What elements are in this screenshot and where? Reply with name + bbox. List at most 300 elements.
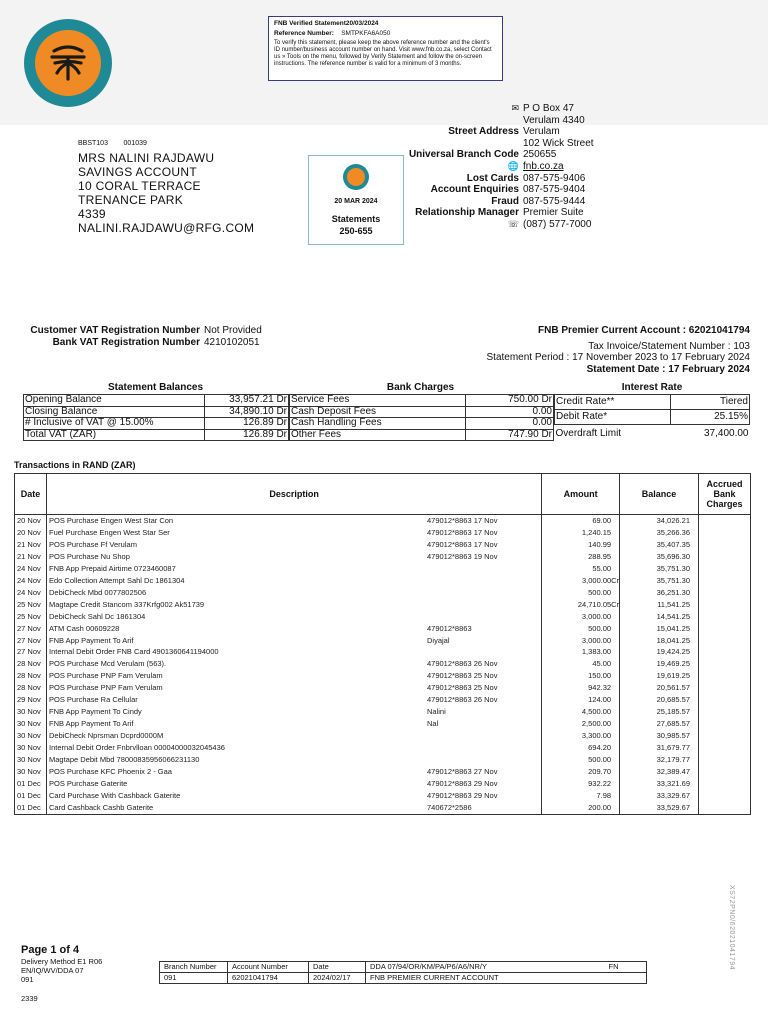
branch-info-label xyxy=(380,115,523,127)
stamp-logo-icon xyxy=(343,164,369,190)
interest-row-value: 25.15% xyxy=(670,410,750,425)
transaction-description-text: DebiCheck Mbd 0077802506 xyxy=(48,587,147,597)
branch-info-value: 087-575-9404 xyxy=(523,184,586,196)
address-line: 10 CORAL TERRACE xyxy=(78,179,201,193)
transaction-row xyxy=(15,658,751,670)
transaction-reference: 479012*8863 26 Nov xyxy=(426,695,498,705)
charge-row xyxy=(290,429,554,441)
transaction-reference: 479012*8863 xyxy=(426,623,472,633)
transaction-amount: 1,240.15 xyxy=(542,527,620,539)
footer-table xyxy=(159,961,647,984)
transaction-balance: 35,696.30 xyxy=(620,551,699,563)
transaction-accrued-charges xyxy=(699,718,751,730)
transaction-accrued-charges xyxy=(699,670,751,682)
transaction-amount: 7.98 xyxy=(542,790,620,802)
transaction-row xyxy=(15,766,751,778)
transaction-reference: 479012*8863 25 Nov xyxy=(426,683,498,693)
verification-title: FNB Verified Statement xyxy=(274,20,346,27)
interest-row-value: Tiered xyxy=(670,395,750,410)
transaction-row xyxy=(15,575,751,587)
branch-info-value: (087) 577-7000 xyxy=(523,218,592,230)
transaction-date: 30 Nov xyxy=(15,730,47,742)
transaction-description xyxy=(46,694,541,706)
transaction-amount: 694.20 xyxy=(542,742,620,754)
branch-info-row xyxy=(380,207,594,219)
transaction-amount: 4,500.00 xyxy=(542,706,620,718)
transaction-balance: 32,389.47 xyxy=(620,766,699,778)
balances-table xyxy=(23,394,289,441)
transaction-accrued-charges xyxy=(699,694,751,706)
interest-row-label: Debit Rate* xyxy=(555,410,671,425)
footer-header-cell: FN xyxy=(605,962,647,973)
transaction-description xyxy=(46,754,541,766)
balance-row-value: 126.89 Dr xyxy=(205,429,289,441)
transaction-accrued-charges xyxy=(699,742,751,754)
transaction-amount: 45.00 xyxy=(542,658,620,670)
customer-email: NALINI.RAJDAWU@RFG.COM xyxy=(78,221,255,235)
transaction-row xyxy=(15,563,751,575)
address-line: SAVINGS ACCOUNT xyxy=(78,165,197,179)
transaction-accrued-charges xyxy=(699,706,751,718)
transaction-row xyxy=(15,623,751,635)
transaction-date: 24 Nov xyxy=(15,587,47,599)
interest-row xyxy=(555,425,750,441)
transaction-amount: 55.00 xyxy=(542,563,620,575)
address-line: 4339 xyxy=(78,207,106,221)
transaction-balance: 35,266.36 xyxy=(620,527,699,539)
transaction-description xyxy=(46,658,541,670)
branch-info-value: Verulam 4340 xyxy=(523,114,585,126)
transaction-description-text: FNB App Payment To Cindy xyxy=(48,707,142,717)
transaction-balance: 19,469.25 xyxy=(620,658,699,670)
transaction-description xyxy=(46,742,541,754)
branch-info-label: Fraud xyxy=(491,195,519,207)
balances-title: Statement Balances xyxy=(107,382,204,393)
transaction-description-text: Magtape Credit Stancom 337Krfg002 Ak51739 xyxy=(48,599,205,609)
transaction-amount: 69.00 xyxy=(542,515,620,527)
transaction-amount: 24,710.05Cr xyxy=(542,599,620,611)
charge-row-value: 0.00 xyxy=(465,406,553,418)
delivery-method: Delivery Method E1 R06 xyxy=(21,957,103,966)
transaction-amount: 942.32 xyxy=(542,682,620,694)
transaction-accrued-charges xyxy=(699,551,751,563)
transaction-accrued-charges xyxy=(699,527,751,539)
transaction-accrued-charges xyxy=(699,611,751,623)
transaction-row xyxy=(15,778,751,790)
transaction-description-text: POS Purchase PNP Fam Verulam xyxy=(48,671,163,681)
transaction-date: 27 Nov xyxy=(15,635,47,647)
footer-header-cell: Account Number xyxy=(228,962,309,973)
transaction-description xyxy=(46,515,541,527)
footer-header-cell: Branch Number xyxy=(160,962,228,973)
transaction-description-text: Internal Debit Order Fnbrvlloan 00004000032045436 xyxy=(48,743,225,753)
balance-header: Balance xyxy=(620,474,699,515)
branch-info-row xyxy=(380,138,594,150)
charge-row-value: 750.00 Dr xyxy=(465,395,553,407)
tax-invoice: Tax Invoice/Statement Number : 103 xyxy=(588,340,750,352)
transaction-amount: 200.00 xyxy=(542,802,620,814)
transaction-accrued-charges xyxy=(699,778,751,790)
transaction-accrued-charges xyxy=(699,658,751,670)
transaction-row xyxy=(15,706,751,718)
transaction-description-text: POS Purchase Gaterite xyxy=(48,778,128,788)
transaction-balance: 36,251.30 xyxy=(620,587,699,599)
balance-row xyxy=(24,429,289,441)
transaction-date: 01 Dec xyxy=(15,790,47,802)
transaction-accrued-charges xyxy=(699,754,751,766)
transaction-row xyxy=(15,802,751,814)
transaction-balance: 30,985.57 xyxy=(620,730,699,742)
transaction-description-text: Card Purchase With Cashback Gaterite xyxy=(48,790,181,800)
transaction-description xyxy=(46,635,541,647)
transaction-reference: 479012*8863 17 Nov xyxy=(426,516,498,525)
transaction-row xyxy=(15,718,751,730)
charge-row-value: 747.90 Dr xyxy=(465,429,553,441)
tree-icon xyxy=(38,33,98,93)
transaction-accrued-charges xyxy=(699,682,751,694)
transaction-balance: 35,751.30 xyxy=(620,575,699,587)
transaction-date: 30 Nov xyxy=(15,706,47,718)
transaction-description-text: DebiCheck Nprsman Dcprd0000M xyxy=(48,731,164,741)
branch-info-value: Premier Suite xyxy=(523,207,584,219)
charges-table xyxy=(289,394,554,441)
transaction-date: 30 Nov xyxy=(15,766,47,778)
transaction-balance: 35,407.35 xyxy=(620,539,699,551)
interest-title: Interest Rate xyxy=(621,382,683,393)
transaction-description xyxy=(46,682,541,694)
transaction-balance: 19,424.25 xyxy=(620,646,699,658)
footer-header-cell: DDA 07/94/OR/KM/PA/P6/A6/NR/Y xyxy=(366,962,605,973)
transaction-description xyxy=(46,670,541,682)
transaction-accrued-charges xyxy=(699,623,751,635)
charge-row-label: Cash Deposit Fees xyxy=(290,406,466,418)
branch-info-row xyxy=(380,149,594,161)
address-line: MRS NALINI RAJDAWU xyxy=(78,151,215,165)
transaction-balance: 31,679.77 xyxy=(620,742,699,754)
transaction-reference: 479012*8863 29 Nov xyxy=(426,790,498,800)
statement-period: Statement Period : 17 November 2023 to 17 February 2024 xyxy=(486,352,750,364)
footer-codes: EN/IQ/WV/DDA 07 xyxy=(21,966,84,975)
branch-info-row xyxy=(380,196,594,208)
transaction-description-text: FNB App Payment To Arif xyxy=(48,635,134,645)
transaction-accrued-charges xyxy=(699,563,751,575)
footer-value-cell: FNB PREMIER CURRENT ACCOUNT xyxy=(366,973,605,984)
verification-date: 20/03/2024 xyxy=(345,20,379,27)
charge-row xyxy=(290,406,554,418)
branch-info-value: 102 Wick Street xyxy=(523,137,594,149)
transaction-description xyxy=(46,623,541,635)
transaction-amount: 3,000.00 xyxy=(542,611,620,623)
transaction-amount: 140.99 xyxy=(542,539,620,551)
transaction-row xyxy=(15,539,751,551)
charge-row-label: Cash Handling Fees xyxy=(290,418,466,430)
footer-value-cell xyxy=(605,973,647,984)
footer-value-cell: 091 xyxy=(160,973,228,984)
transaction-amount: 209.70 xyxy=(542,766,620,778)
date-header: Date xyxy=(15,474,47,515)
transaction-balance: 14,541.25 xyxy=(620,611,699,623)
statement-date: Statement Date : 17 February 2024 xyxy=(586,363,750,375)
transaction-date: 25 Nov xyxy=(15,611,47,623)
globe-icon: 🌐 xyxy=(507,160,519,171)
transaction-description xyxy=(46,527,541,539)
footer-header-cell: Date xyxy=(309,962,366,973)
transaction-balance: 33,321.69 xyxy=(620,778,699,790)
transaction-balance: 35,751.30 xyxy=(620,563,699,575)
balance-row xyxy=(24,395,289,407)
transaction-description xyxy=(46,611,541,623)
balance-row-value: 126.89 Dr xyxy=(205,418,289,430)
transaction-balance: 11,541.25 xyxy=(620,599,699,611)
balance-row-value: 34,890.10 Dr xyxy=(205,406,289,418)
verification-text: To verify this statement, please keep the above reference number and the client's ID number/business account number on hand. Visit www.fnb.co.za, select Contact us » Tools on the menu, followed by Verify Statement and follow the on-screen instructions. The reference number is valid for a minimum of 3 months. xyxy=(274,40,492,67)
branch-info-row xyxy=(380,126,594,138)
description-header: Description xyxy=(46,474,541,515)
transaction-description-text: FNB App Prepaid Airtime 0723460087 xyxy=(48,563,176,573)
transaction-date: 28 Nov xyxy=(15,658,47,670)
transaction-amount: 1,383.00 xyxy=(542,646,620,658)
stamp-label: Statements 250-655 xyxy=(331,214,381,236)
transaction-description xyxy=(46,599,541,611)
branch-info-label xyxy=(380,138,523,150)
balance-row-label: Total VAT (ZAR) xyxy=(24,429,205,441)
charge-row xyxy=(290,395,554,407)
transaction-date: 01 Dec xyxy=(15,778,47,790)
transaction-date: 25 Nov xyxy=(15,599,47,611)
transaction-accrued-charges xyxy=(699,790,751,802)
transaction-date: 20 Nov xyxy=(15,527,47,539)
transaction-description xyxy=(46,802,541,814)
branch-info-row xyxy=(380,115,594,127)
balance-row-value: 33,957.21 Dr xyxy=(205,395,289,407)
transaction-amount: 500.00 xyxy=(542,623,620,635)
transaction-accrued-charges xyxy=(699,587,751,599)
charge-row-value: 0.00 xyxy=(465,418,553,430)
transaction-description-text: POS Purchase KFC Phoenix 2 - Gaa xyxy=(48,767,172,777)
footer-num: 091 xyxy=(21,975,34,984)
amount-header: Amount xyxy=(542,474,620,515)
transaction-description xyxy=(46,646,541,658)
transaction-amount: 288.95 xyxy=(542,551,620,563)
branch-info-label: Street Address xyxy=(448,126,519,138)
branch-info-label: Relationship Manager xyxy=(415,207,519,219)
transactions-title: Transactions in RAND (ZAR) xyxy=(14,460,136,470)
bank-vat-value: 4210102051 xyxy=(204,337,260,348)
transaction-description-text: POS Purchase Ff Verulam xyxy=(48,539,137,549)
transaction-reference: 479012*8863 29 Nov xyxy=(426,778,498,788)
balance-row xyxy=(24,418,289,430)
transaction-description-text: Edo Collection Attempt Sahl Dc 1861304 xyxy=(48,575,185,585)
transaction-date: 01 Dec xyxy=(15,802,47,814)
transaction-balance: 25,185.57 xyxy=(620,706,699,718)
statement-summary xyxy=(23,382,751,441)
transaction-description-text: POS Purchase Engen West Star Con xyxy=(48,516,174,525)
branch-info-value[interactable]: fnb.co.za xyxy=(523,160,564,172)
balance-row-label: Closing Balance xyxy=(24,406,205,418)
transaction-accrued-charges xyxy=(699,635,751,647)
transaction-date: 28 Nov xyxy=(15,682,47,694)
transaction-amount: 500.00 xyxy=(542,587,620,599)
branch-info-row xyxy=(380,184,594,196)
transaction-description-text: POS Purchase Ra Cellular xyxy=(48,695,138,705)
transaction-row xyxy=(15,611,751,623)
transaction-description-text: POS Purchase Mcd Verulam (563). xyxy=(48,659,167,669)
interest-table xyxy=(554,394,750,441)
transaction-accrued-charges xyxy=(699,575,751,587)
transaction-accrued-charges xyxy=(699,766,751,778)
transaction-description xyxy=(46,551,541,563)
transaction-balance: 27,685.57 xyxy=(620,718,699,730)
transaction-row xyxy=(15,730,751,742)
customer-vat-value: Not Provided xyxy=(204,325,262,336)
transaction-description xyxy=(46,718,541,730)
balance-row-label: # Inclusive of VAT @ 15.00% xyxy=(24,418,205,430)
branch-info-row xyxy=(380,103,594,115)
fnb-logo xyxy=(24,19,112,107)
branch-info-value: P O Box 47 xyxy=(523,103,574,114)
transaction-row xyxy=(15,670,751,682)
branch-info-row xyxy=(380,161,594,173)
transaction-row xyxy=(15,635,751,647)
transaction-balance: 18,041.25 xyxy=(620,635,699,647)
interest-row-label: Overdraft Limit xyxy=(555,428,622,440)
transaction-row xyxy=(15,515,751,527)
transaction-row xyxy=(15,551,751,563)
verification-box xyxy=(268,16,503,81)
transaction-amount: 150.00 xyxy=(542,670,620,682)
branch-info-row xyxy=(380,173,594,185)
balance-row-label: Opening Balance xyxy=(24,395,205,407)
branch-info-value: Verulam xyxy=(523,126,560,138)
transaction-reference: Nalini xyxy=(426,707,446,717)
branch-info-value: 087-575-9444 xyxy=(523,195,586,207)
transaction-date: 30 Nov xyxy=(15,718,47,730)
transaction-date: 21 Nov xyxy=(15,539,47,551)
transaction-accrued-charges xyxy=(699,599,751,611)
branch-info-row xyxy=(380,219,594,231)
transaction-balance: 19,619.25 xyxy=(620,670,699,682)
charge-row xyxy=(290,418,554,430)
transaction-date: 27 Nov xyxy=(15,623,47,635)
transaction-accrued-charges xyxy=(699,802,751,814)
interest-row xyxy=(555,410,750,425)
transaction-amount: 932.22 xyxy=(542,778,620,790)
transaction-date: 27 Nov xyxy=(15,646,47,658)
transaction-description-text: POS Purchase Nu Shop xyxy=(48,551,130,561)
transaction-balance: 20,685.57 xyxy=(620,694,699,706)
transaction-reference: 479012*8863 26 Nov xyxy=(426,659,498,669)
mail-icon: ✉ xyxy=(511,103,519,113)
transaction-date: 28 Nov xyxy=(15,670,47,682)
branch-info-label: Lost Cards xyxy=(466,172,519,184)
transaction-accrued-charges xyxy=(699,730,751,742)
transaction-description-text: FNB App Payment To Arif xyxy=(48,719,134,729)
customer-codes: BBST103 001039 xyxy=(78,140,147,147)
vat-info xyxy=(14,325,262,349)
customer-address xyxy=(78,139,254,235)
transaction-reference: 479012*8863 17 Nov xyxy=(426,527,498,537)
footer-info xyxy=(21,944,102,984)
transaction-balance: 15,041.25 xyxy=(620,623,699,635)
transaction-balance: 33,529.67 xyxy=(620,802,699,814)
transaction-amount: 2,500.00 xyxy=(542,718,620,730)
transaction-row xyxy=(15,682,751,694)
reference-label: Reference Number: xyxy=(274,30,334,37)
transaction-description-text: Internal Debit Order FNB Card 4901360641194000 xyxy=(48,647,219,657)
charge-row-label: Service Fees xyxy=(290,395,466,407)
phone-icon: ☏ xyxy=(507,218,519,229)
transaction-description-text: Fuel Purchase Engen West Star Ser xyxy=(48,527,170,537)
transaction-description xyxy=(46,766,541,778)
transaction-row xyxy=(15,742,751,754)
transaction-description-text: Magtape Debit Mbd 78000835956066231130 xyxy=(48,755,200,765)
footer-value-cell: 2024/02/17 xyxy=(309,973,366,984)
accrued-charges-header: Accrued Bank Charges xyxy=(699,474,751,515)
branch-info-value: 087-575-9406 xyxy=(523,172,586,184)
account-title: FNB Premier Current Account : 62021041794 xyxy=(538,325,750,336)
transaction-reference: Nal xyxy=(426,719,439,729)
transaction-row xyxy=(15,790,751,802)
interest-row-value: 37,400.00 xyxy=(704,428,749,440)
transaction-description-text: Card Cashback Cashb Gaterite xyxy=(48,802,154,812)
account-info xyxy=(487,325,751,375)
balance-row xyxy=(24,406,289,418)
transaction-description xyxy=(46,587,541,599)
transaction-balance: 33,329.67 xyxy=(620,790,699,802)
transaction-date: 30 Nov xyxy=(15,754,47,766)
transaction-description xyxy=(46,706,541,718)
transaction-reference: 479012*8863 19 Nov xyxy=(426,551,498,561)
transaction-row xyxy=(15,599,751,611)
transaction-reference: 479012*8863 27 Nov xyxy=(426,767,498,777)
transaction-row xyxy=(15,754,751,766)
transaction-reference: Diyajal xyxy=(426,635,450,645)
page-number: Page 1 of 4 xyxy=(21,944,80,956)
transaction-row xyxy=(15,587,751,599)
transaction-accrued-charges xyxy=(699,515,751,527)
transaction-reference: 479012*8863 25 Nov xyxy=(426,671,498,681)
footer-value-cell: 62021041794 xyxy=(228,973,309,984)
transaction-row xyxy=(15,527,751,539)
transaction-accrued-charges xyxy=(699,539,751,551)
transaction-accrued-charges xyxy=(699,646,751,658)
transaction-description xyxy=(46,778,541,790)
transaction-description-text: ATM Cash 00609228 xyxy=(48,623,120,633)
transactions-table xyxy=(14,473,751,815)
charge-row-label: Other Fees xyxy=(290,429,466,441)
transaction-description-text: DebiCheck Sahl Dc 1861304 xyxy=(48,611,146,621)
transaction-description-text: POS Purchase PNP Fam Verulam xyxy=(48,683,163,693)
stamp-date: 20 MAR 2024 xyxy=(334,198,378,205)
transaction-description xyxy=(46,575,541,587)
transaction-date: 24 Nov xyxy=(15,575,47,587)
transaction-description xyxy=(46,790,541,802)
transaction-description xyxy=(46,730,541,742)
branch-info-label: Account Enquiries xyxy=(430,184,519,196)
branch-info xyxy=(380,103,594,231)
transaction-date: 29 Nov xyxy=(15,694,47,706)
transaction-amount: 124.00 xyxy=(542,694,620,706)
transaction-balance: 20,561.57 xyxy=(620,682,699,694)
transaction-date: 24 Nov xyxy=(15,563,47,575)
transaction-row xyxy=(15,694,751,706)
address-line: TRENANCE PARK xyxy=(78,193,184,207)
branch-info-value: 250655 xyxy=(523,149,557,161)
charges-title: Bank Charges xyxy=(386,382,455,393)
reference-number: SMTPKFA6A050 xyxy=(341,30,391,37)
customer-vat-label: Customer VAT Registration Number xyxy=(30,325,200,336)
side-code: XS72PN0/62021041794 xyxy=(728,885,735,971)
